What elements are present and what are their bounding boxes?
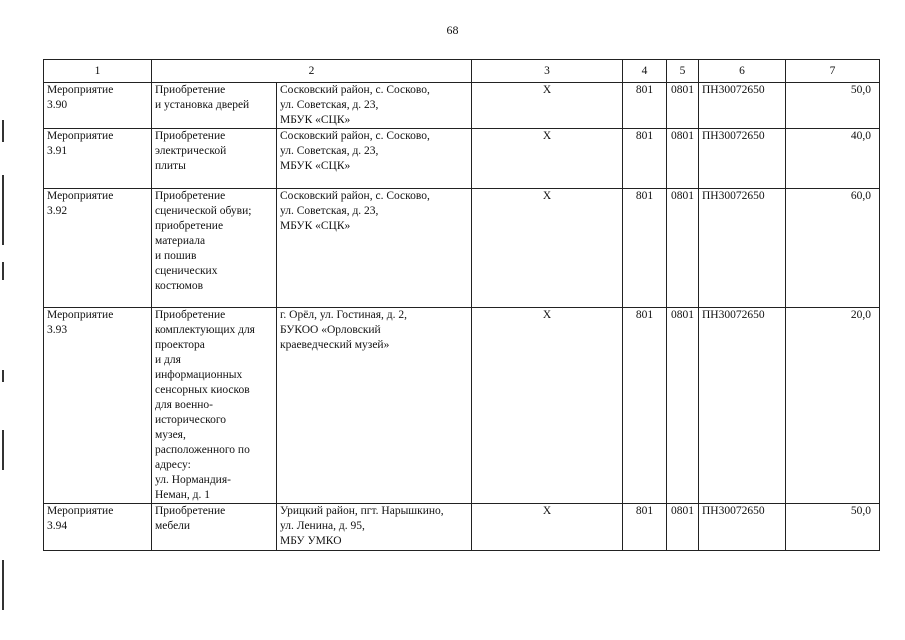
- event-cell: Мероприятие 3.94: [44, 504, 152, 551]
- col6-cell: ПН30072650: [699, 308, 786, 504]
- table-row: [44, 129, 880, 189]
- col7-cell: 20,0: [786, 308, 880, 504]
- description-cell: Приобретение комплектующих для проектора и для информационных сенсорных киосков для военно- исторического музея, расположенного по адресу: ул. Нормандия- Неман, д. 1: [152, 308, 277, 504]
- page-number: 68: [446, 23, 459, 37]
- col5-cell: 0801: [667, 83, 699, 129]
- col4-cell: 801: [623, 83, 667, 129]
- table-row: [44, 189, 880, 308]
- col3-cell: Х: [472, 504, 623, 551]
- scan-edge-artifact: [2, 0, 5, 640]
- header-cell-6: 6: [699, 60, 786, 83]
- location-cell: Сосковский район, с. Сосково, ул. Советская, д. 23, МБУК «СЦК»: [277, 83, 472, 129]
- location-cell: Сосковский район, с. Сосково, ул. Советская, д. 23, МБУК «СЦК»: [277, 189, 472, 308]
- description-cell: Приобретение сценической обуви; приобретение материала и пошив сценических костюмов: [152, 189, 277, 308]
- description-cell: Приобретение электрической плиты: [152, 129, 277, 189]
- col6-cell: ПН30072650: [699, 129, 786, 189]
- col4-cell: 801: [623, 189, 667, 308]
- header-cell-4: 4: [623, 60, 667, 83]
- col6-cell: ПН30072650: [699, 83, 786, 129]
- table-row: [44, 308, 880, 504]
- header-cell-3: 3: [472, 60, 623, 83]
- location-cell: Сосковский район, с. Сосково, ул. Советская, д. 23, МБУК «СЦК»: [277, 129, 472, 189]
- budget-table: [43, 59, 880, 551]
- header-cell-1: 1: [44, 60, 152, 83]
- col5-cell: 0801: [667, 308, 699, 504]
- col7-cell: 50,0: [786, 83, 880, 129]
- col3-cell: Х: [472, 308, 623, 504]
- col3-cell: Х: [472, 189, 623, 308]
- col3-cell: Х: [472, 83, 623, 129]
- col5-cell: 0801: [667, 504, 699, 551]
- table-row: [44, 504, 880, 551]
- table-row: [44, 83, 880, 129]
- col5-cell: 0801: [667, 189, 699, 308]
- location-cell: г. Орёл, ул. Гостиная, д. 2, БУКОО «Орловский краеведческий музей»: [277, 308, 472, 504]
- col7-cell: 60,0: [786, 189, 880, 308]
- location-cell: Урицкий район, пгт. Нарышкино, ул. Ленина, д. 95, МБУ УМКО: [277, 504, 472, 551]
- col6-cell: ПН30072650: [699, 504, 786, 551]
- col4-cell: 801: [623, 504, 667, 551]
- event-cell: Мероприятие 3.93: [44, 308, 152, 504]
- event-cell: Мероприятие 3.92: [44, 189, 152, 308]
- header-cell-5: 5: [667, 60, 699, 83]
- header-cell-7: 7: [786, 60, 880, 83]
- col7-cell: 40,0: [786, 129, 880, 189]
- header-cell-2: 2: [152, 60, 472, 83]
- col6-cell: ПН30072650: [699, 189, 786, 308]
- event-cell: Мероприятие 3.90: [44, 83, 152, 129]
- col7-cell: 50,0: [786, 504, 880, 551]
- header-row: [44, 60, 880, 83]
- description-cell: Приобретение мебели: [152, 504, 277, 551]
- col3-cell: Х: [472, 129, 623, 189]
- col4-cell: 801: [623, 308, 667, 504]
- description-cell: Приобретение и установка дверей: [152, 83, 277, 129]
- col4-cell: 801: [623, 129, 667, 189]
- col5-cell: 0801: [667, 129, 699, 189]
- event-cell: Мероприятие 3.91: [44, 129, 152, 189]
